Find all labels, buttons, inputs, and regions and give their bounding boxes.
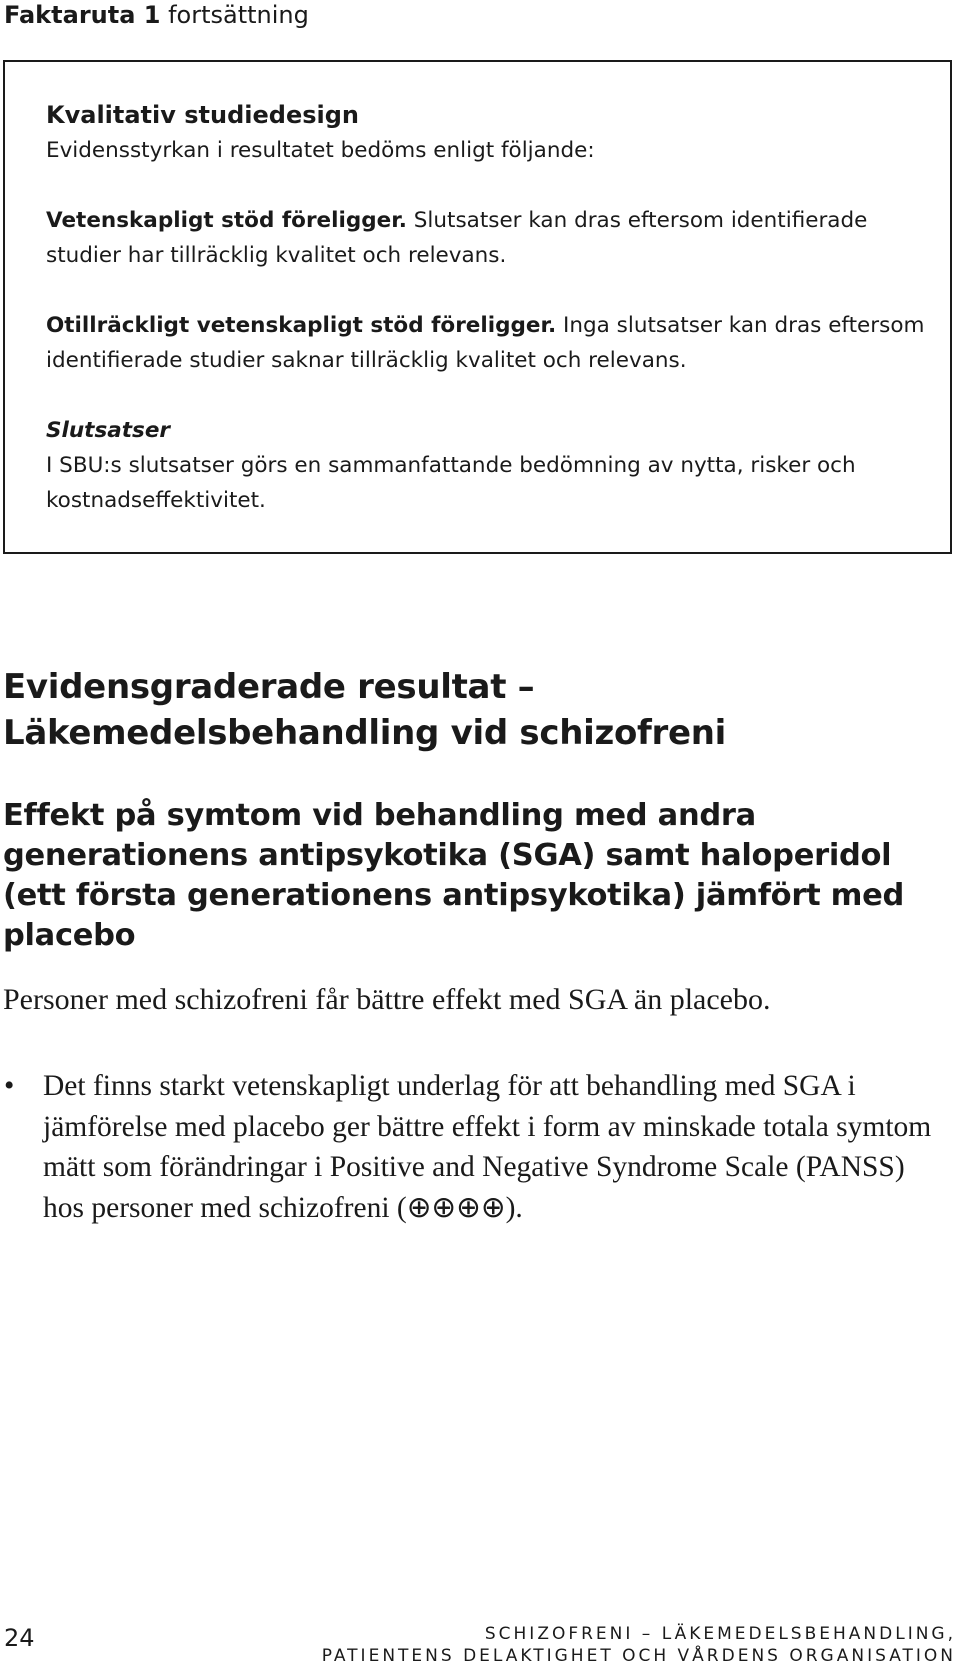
fact-box-continuation: fortsättning [160, 1, 309, 29]
evidence-level-supported-text: Slutsatser kan dras eftersom identifierade studier har tillräcklig kvalitet och relevans. [46, 208, 868, 268]
bullet-marker: • [4, 1070, 15, 1102]
evidence-level-supported [46, 203, 926, 273]
section-title: Evidensgraderade resultat – Läkemedelsbehandling vid schizofreni [3, 667, 726, 753]
findings-list [0, 1066, 950, 1228]
spacer [46, 168, 926, 203]
page-number: 24 [4, 1624, 35, 1652]
running-footer-line-1: SCHIZOFRENI – LÄKEMEDELSBEHANDLING, [484, 1624, 956, 1644]
fact-box-label: Faktaruta 1 [4, 1, 161, 29]
fact-box [3, 60, 952, 554]
spacer [46, 273, 926, 308]
section-subtitle: Effekt på symtom vid behandling med andra generationens antipsykotika (SGA) samt haloperidol (ett första generationens antipsykotika) jämfört med placebo [3, 798, 905, 953]
conclusions-text: I SBU:s slutsatser görs en sammanfattande bedömning av nytta, risker och kostnadseffektivitet. [46, 453, 856, 513]
fact-box-content [46, 98, 926, 518]
evidence-level-supported-label: Vetenskapligt stöd föreligger. [46, 208, 407, 233]
running-footer-line-2: PATIENTENS DELAKTIGHET OCH VÅRDENS ORGANISATION [321, 1646, 956, 1666]
fact-box-heading: Kvalitativ studiedesign [46, 101, 360, 129]
evidence-level-insufficient-text: Inga slutsatser kan dras eftersom identifierade studier saknar tillräcklig kvalitet och relevans. [46, 313, 925, 373]
running-footer [322, 1623, 956, 1667]
list-item [0, 1066, 950, 1228]
fact-box-intro: Evidensstyrkan i resultatet bedöms enligt följande: [46, 138, 595, 163]
conclusions-heading: Slutsatser [46, 418, 171, 443]
evidence-level-insufficient [46, 308, 926, 378]
list-item-text: Det finns starkt vetenskapligt underlag för att behandling med SGA i jämförelse med placebo ger bättre effekt i form av minskade totala symtom mätt som förändringar i Positive and Negative Syndrome Scale (PANSS) hos personer med schizofreni (⊕⊕⊕⊕). [43, 1070, 932, 1224]
spacer [46, 378, 926, 413]
fact-box-header [4, 0, 309, 30]
evidence-level-insufficient-label: Otillräckligt vetenskapligt stöd föreligger. [46, 313, 557, 338]
lead-statement: Personer med schizofreni får bättre effekt med SGA än placebo. [3, 983, 771, 1016]
